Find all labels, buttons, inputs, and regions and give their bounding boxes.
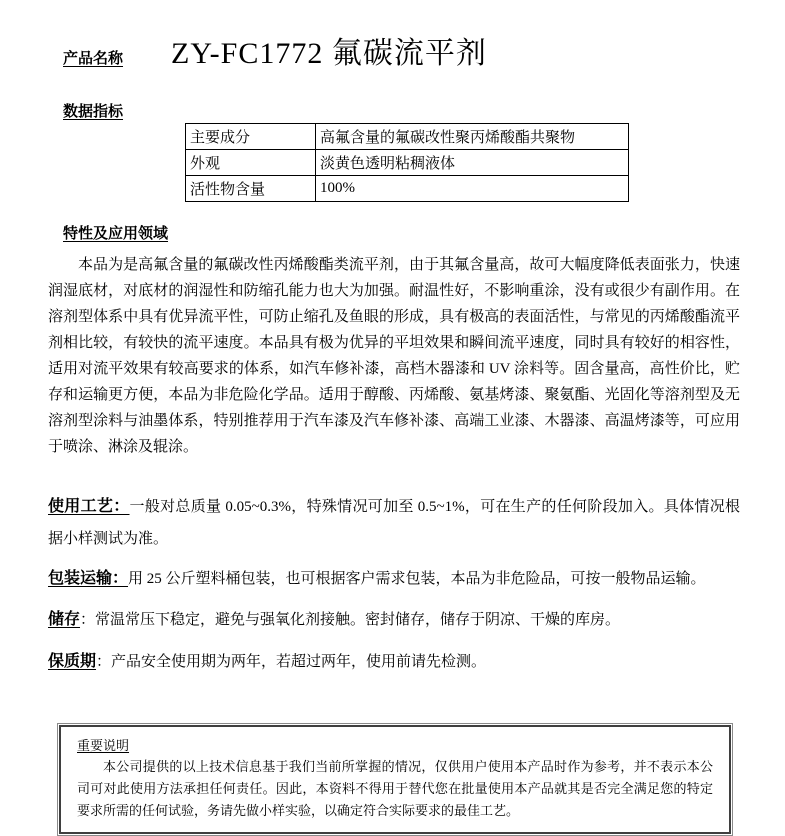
features-body: 本品为是高氟含量的氟碳改性丙烯酸酯类流平剂，由于其氟含量高，故可大幅度降低表面张力，快速润湿底材，对底材的润湿性和防缩孔能力也大为加强。耐温性好，不影响重涂，没有或很少有副作用。在溶剂型体系中具有优异流平性，可防止缩孔及鱼眼的形成，具有极高的表面活性，与常见的丙烯酸酯流平剂相比较，有较快的流平速度。本品具有极为优异的平坦效果和瞬间流平速度，同时具有较好的相容性，适用对流平效果有较高要求的体系，如汽车修补漆，高档木器漆和 UV 涂料等。固含量高，高性价比，贮存和运输更方便，本品为非危险化学品。适用于醇酸、丙烯酸、氨基烤漆、聚氨酯、光固化等溶剂型及无溶剂型涂料与油墨体系，特别推荐用于汽车漆及汽车修补漆、高端工业漆、木器漆、高温烤漆等，可应用于喷涂、淋涂及辊涂。 — [48, 257, 740, 455]
features-heading: 特性及应用领域 — [63, 226, 169, 242]
important-notice-inner — [59, 725, 731, 834]
notice-heading: 重要说明 — [77, 738, 130, 753]
table-row — [186, 150, 629, 176]
packaging-text: 用 25 公斤塑料桶包装，也可根据客户需求包装，本品为非危险品，可按一般物品运输。 — [128, 571, 706, 587]
shelf-life-text: ：产品安全使用期为两年，若超过两年，使用前请先检测。 — [96, 654, 487, 670]
usage-section — [48, 491, 740, 555]
indicators-table — [185, 123, 629, 202]
packaging-section — [48, 566, 740, 592]
shelf-life-section — [48, 649, 740, 675]
table-row — [186, 176, 629, 202]
usage-label: 使用工艺： — [48, 498, 130, 515]
storage-label: 储存 — [48, 611, 81, 628]
document-header — [63, 28, 740, 72]
table-row — [186, 124, 629, 150]
row-label-appearance: 外观 — [186, 150, 316, 176]
row-value-main-component: 高氟含量的氟碳改性聚丙烯酸酯共聚物 — [316, 124, 629, 150]
row-value-appearance: 淡黄色透明粘稠液体 — [316, 150, 629, 176]
row-value-active-content: 100% — [316, 176, 629, 202]
row-label-active-content: 活性物含量 — [186, 176, 316, 202]
storage-text: ：常温常压下稳定，避免与强氧化剂接触。密封储存，储存于阴凉、干燥的库房。 — [80, 612, 621, 628]
row-label-main-component: 主要成分 — [186, 124, 316, 150]
usage-text: 一般对总质量 0.05~0.3%，特殊情况可加至 0.5~1%，可在生产的任何阶段加入。具体情况根据小样测试为准。 — [48, 499, 740, 547]
important-notice-box — [57, 723, 733, 836]
shelf-life-label: 保质期 — [48, 653, 97, 670]
packaging-label: 包装运输： — [48, 570, 129, 587]
storage-section — [48, 607, 740, 633]
data-indicators-heading: 数据指标 — [63, 104, 124, 120]
product-title: ZY-FC1772 氟碳流平剂 — [171, 37, 487, 70]
product-name-label: 产品名称 — [63, 51, 124, 67]
notice-body: 本公司提供的以上技术信息基于我们当前所掌握的情况，仅供用户使用本产品时作为参考，并不表示本公司可对此使用方法承担任何责任。因此，本资料不得用于替代您在批量使用本产品就其是否完全满足您的特定要求所需的任何试验，务请先做小样实验，以确定符合实际要求的最佳工艺。 — [77, 759, 713, 818]
